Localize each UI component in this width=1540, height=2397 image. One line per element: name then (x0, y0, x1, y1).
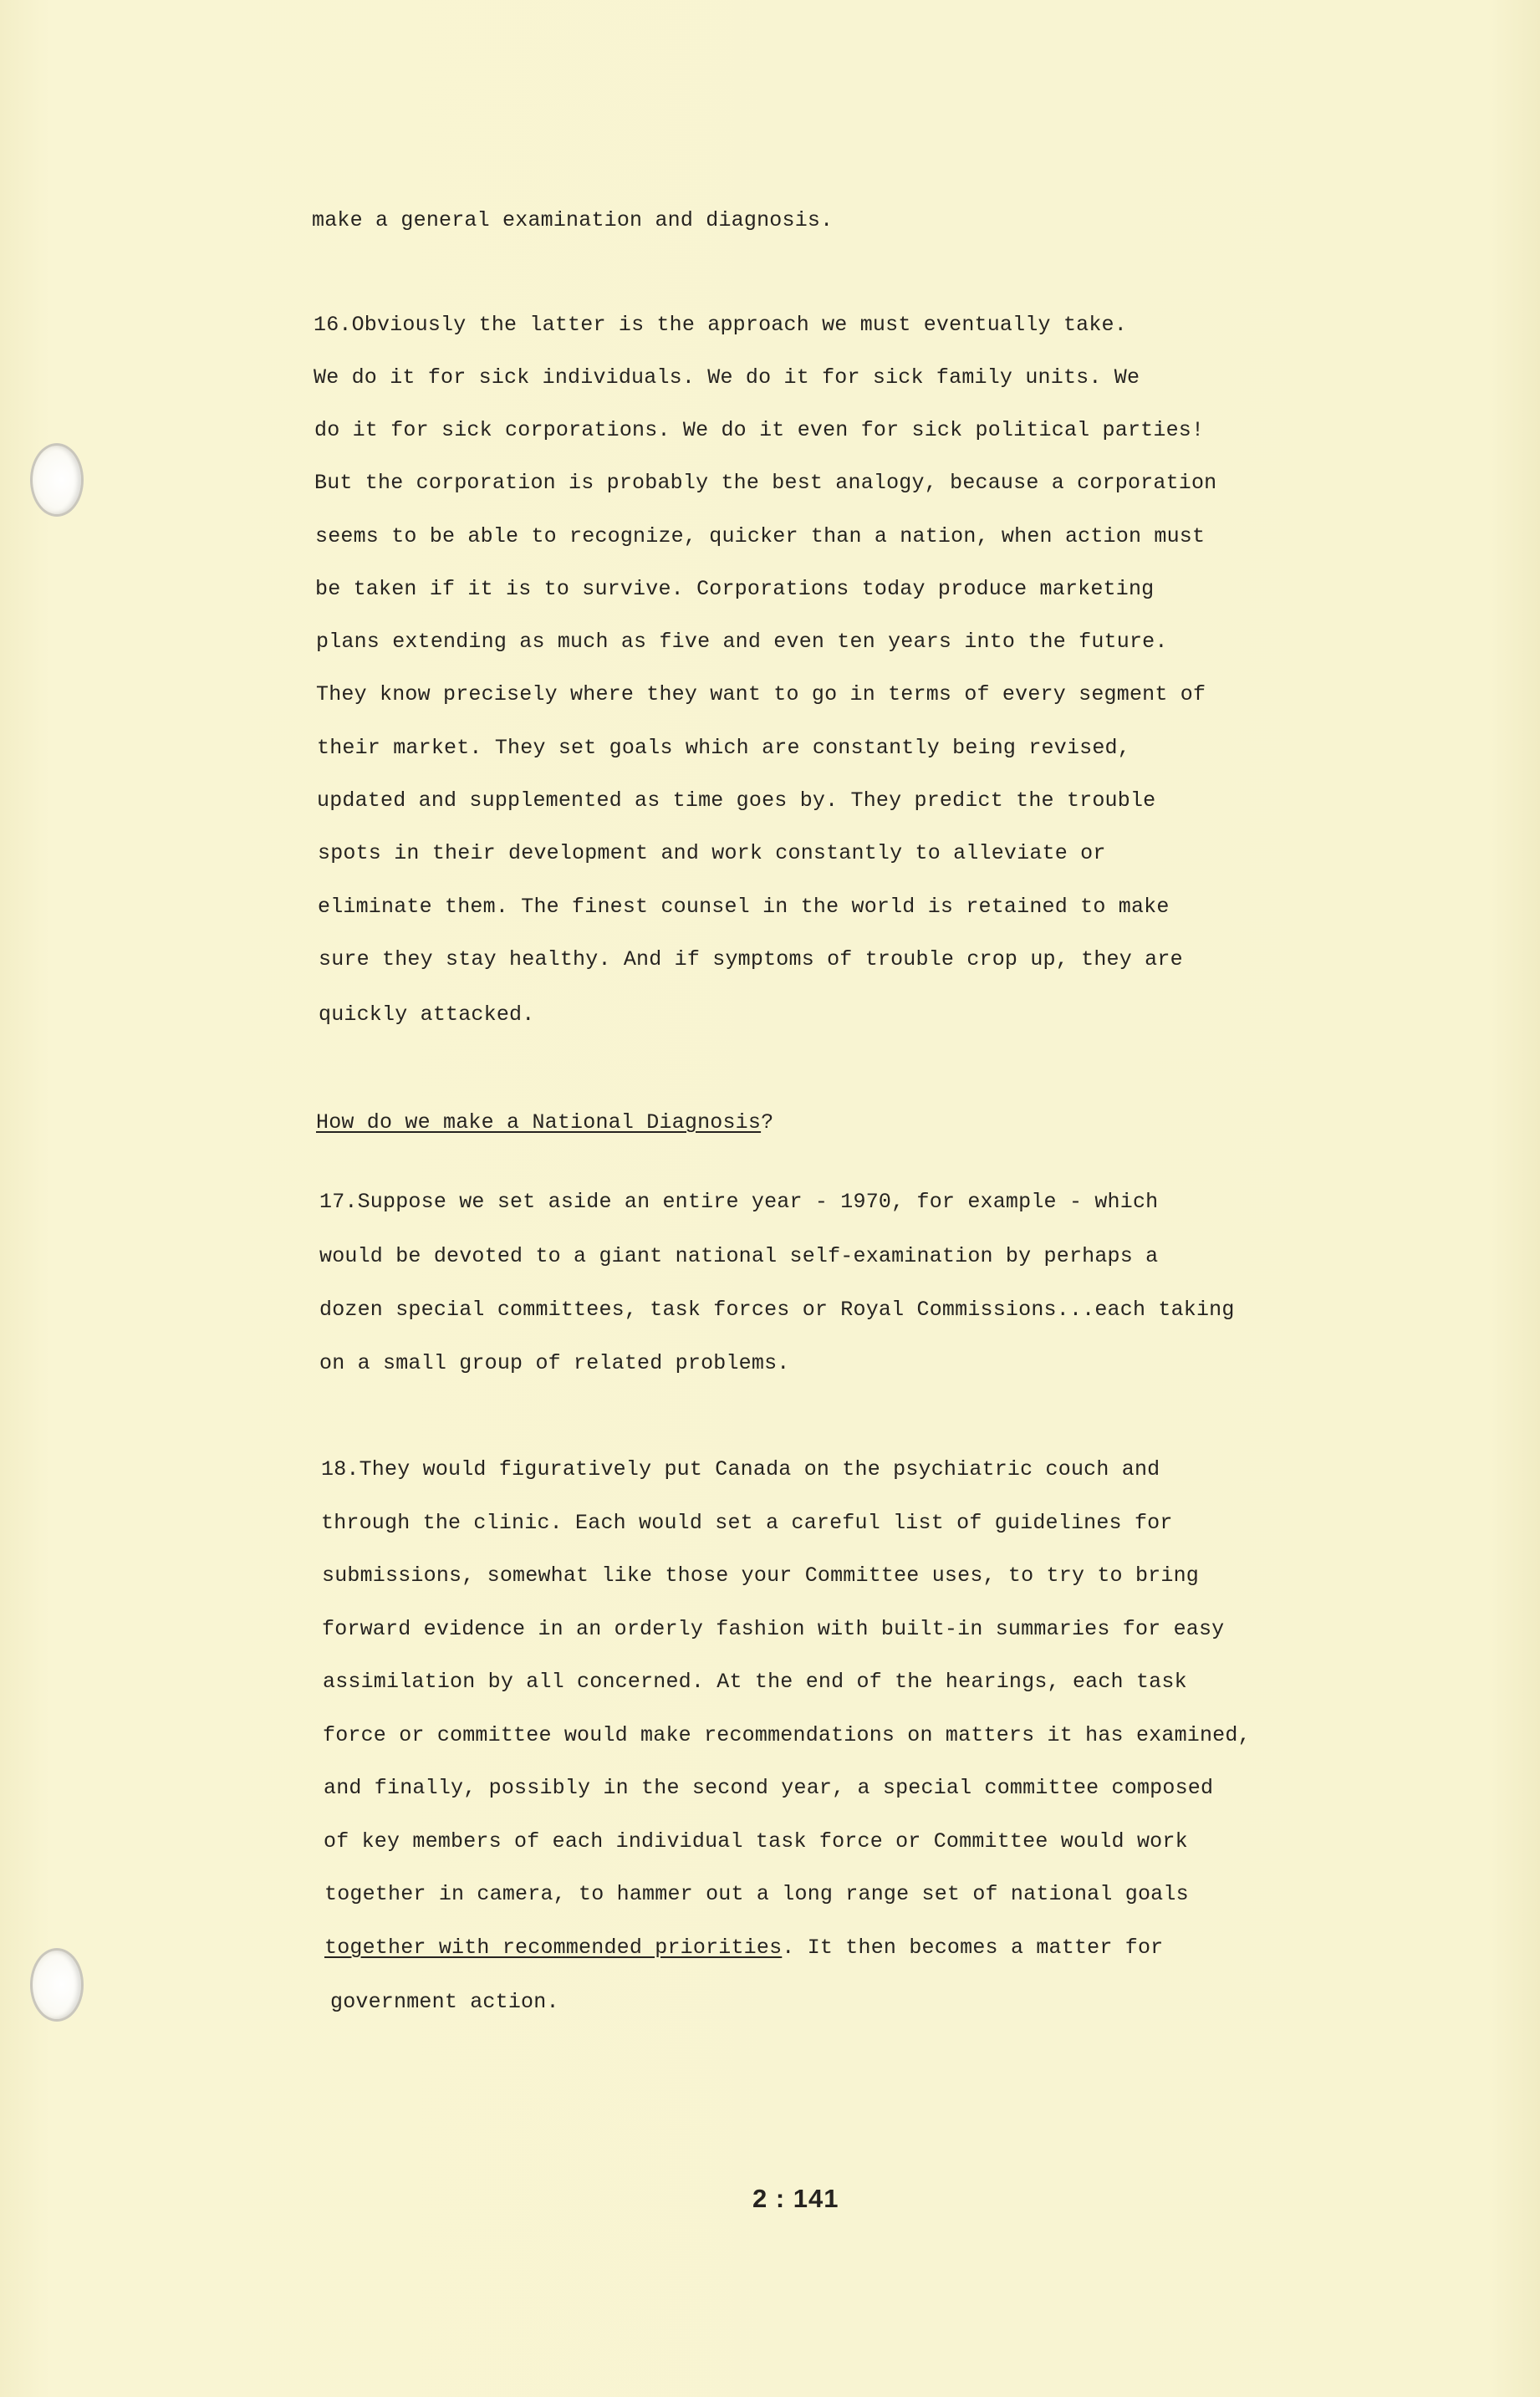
text-line: force or committee would make recommendations on matters it has examined, (323, 1723, 1251, 1747)
paragraph-number: 18. (321, 1457, 360, 1482)
text-line: seems to be able to recognize, quicker than a nation, when action must (315, 524, 1206, 548)
text-span: They would figuratively put Canada on the psychiatric couch and (359, 1457, 1160, 1482)
text-line: eliminate them. The finest counsel in the world is retained to make (318, 895, 1170, 919)
text-line: plans extending as much as five and even ten years into the future. (316, 630, 1168, 654)
text-span: . It then becomes a matter for (782, 1935, 1164, 1960)
text-line: But the corporation is probably the best analogy, because a corporation (314, 471, 1217, 495)
text-line: do it for sick corporations. We do it even for sick political parties! (314, 418, 1205, 442)
text-line: together in camera, to hammer out a long range set of national goals (324, 1882, 1189, 1906)
text-span: Obviously the latter is the approach we must eventually take. (351, 313, 1127, 337)
text-line: government action. (330, 1990, 559, 2014)
paragraph-16-line (314, 313, 1127, 338)
section-heading (316, 1110, 773, 1135)
heading-text: How do we make a National Diagnosis (316, 1110, 762, 1135)
text-line: assimilation by all concerned. At the end of the hearings, each task (323, 1670, 1187, 1694)
text-line: sure they stay healthy. And if symptoms of trouble crop up, they are (319, 947, 1183, 972)
text-line: and finally, possibly in the second year, a special committee composed (324, 1776, 1214, 1800)
paragraph-18-line (321, 1457, 1160, 1482)
text-line: dozen special committees, task forces or Royal Commissions...each taking (319, 1298, 1235, 1322)
text-line: through the clinic. Each would set a careful list of guidelines for (321, 1511, 1173, 1535)
page-number: 2 : 141 (752, 2184, 839, 2213)
text-span: Suppose we set aside an entire year - 1970, for example - which (357, 1190, 1159, 1214)
paragraph-number: 17. (319, 1190, 358, 1214)
text-line: forward evidence in an orderly fashion with built-in summaries for easy (322, 1617, 1225, 1641)
text-line: would be devoted to a giant national self-examination by perhaps a (319, 1244, 1159, 1268)
heading-question-mark: ? (761, 1110, 774, 1135)
text-line: of key members of each individual task force or Committee would work (324, 1829, 1188, 1854)
text-line: submissions, somewhat like those your Committee uses, to try to bring (322, 1563, 1199, 1588)
text-line (324, 1935, 1163, 1961)
punch-hole-bottom (30, 1948, 84, 2022)
punch-hole-top (30, 443, 84, 517)
text-line: on a small group of related problems. (319, 1351, 790, 1375)
text-line: be taken if it is to survive. Corporations today produce marketing (315, 577, 1155, 601)
text-line: quickly attacked. (319, 1002, 535, 1027)
underlined-text: together with recommended priorities (324, 1935, 783, 1960)
text-line: updated and supplemented as time goes by. They predict the trouble (317, 788, 1156, 813)
paragraph-number: 16. (314, 313, 352, 337)
text-line: We do it for sick individuals. We do it for sick family units. We (314, 365, 1140, 390)
text-line: spots in their development and work constantly to alleviate or (318, 841, 1106, 865)
paragraph-17-line (319, 1190, 1158, 1215)
text-line: their market. They set goals which are constantly being revised, (317, 736, 1130, 760)
text-line: They know precisely where they want to go in terms of every segment of (316, 682, 1206, 706)
text-line: make a general examination and diagnosis. (312, 208, 834, 232)
